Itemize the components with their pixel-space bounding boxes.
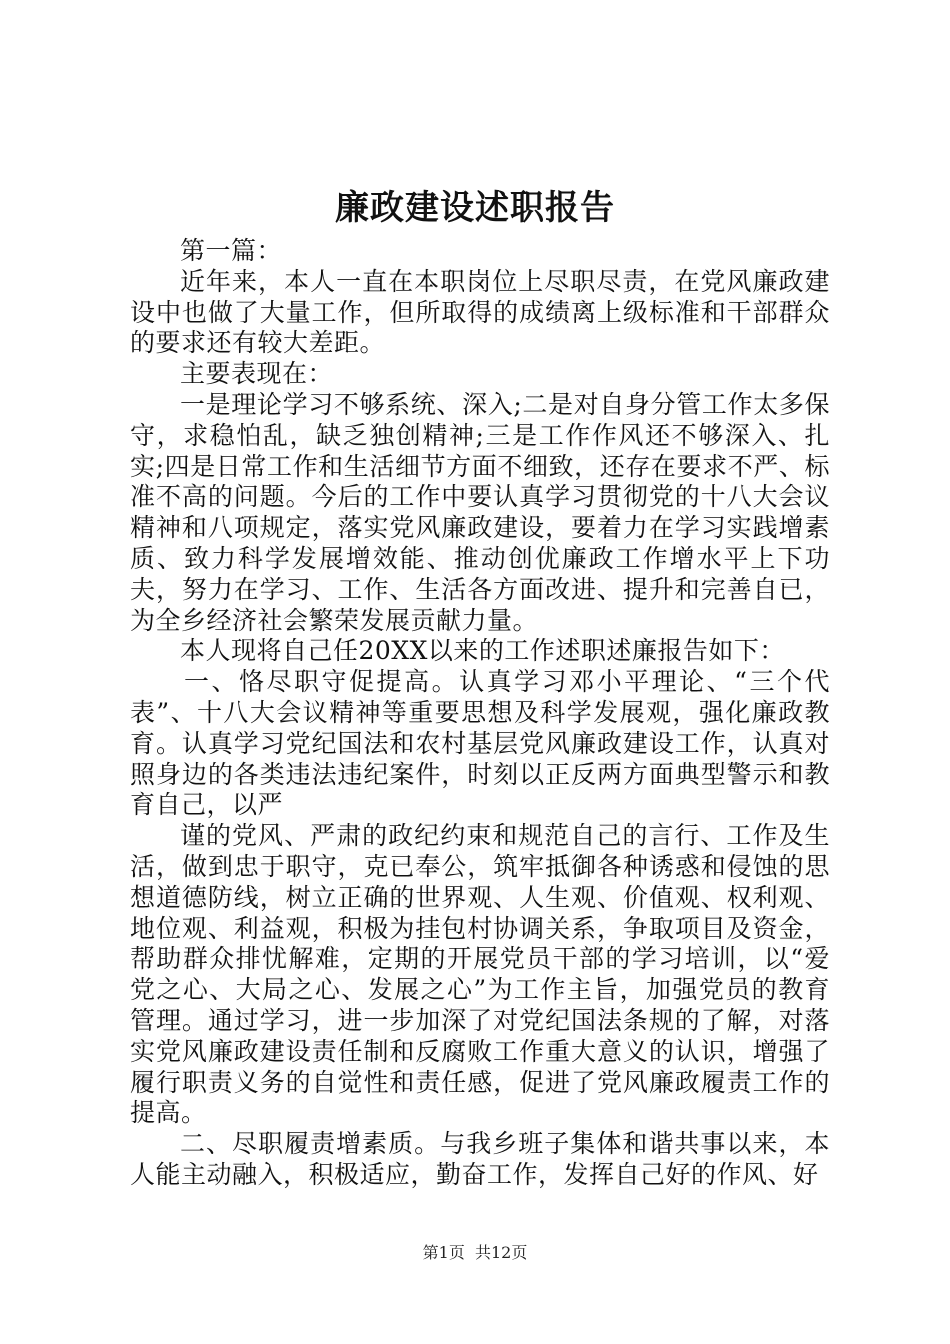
document-title: 廉政建设述职报告 (335, 188, 615, 228)
paragraph-point-one: 一、恪尽职守促提高。认真学习邓小平理论、“三个代表”、十八大会议精神等重要思想及科学发展观，强化廉政教育。认真学习党纪国法和农村基层党风廉政建设工作，认真对照身边的各类违法违纪案件，时刻以正反两方面典型警示和教育自己，以严 (130, 667, 830, 820)
paragraph-main-issues: 一是理论学习不够系统、深入;二是对自身分管工作太多保守，求稳怕乱，缺乏独创精神;三是工作作风还不够深入、扎实;四是日常工作和生活细节方面不细致，还存在要求不严、标准不高的问题。今后的工作中要认真学习贯彻党的十八大会议精神和八项规定，落实党风廉政建设，要着力在学习实践增素质、致力科学发展增效能、推动创优廉政工作增水平上下功夫，努力在学习、工作、生活各方面改进、提升和完善自已，为全乡经济社会繁荣发展贡献力量。 (130, 389, 830, 635)
document-body (130, 236, 830, 1191)
paragraph-report-intro: 本人现将自己任20XX以来的工作述职述廉报告如下： (180, 636, 785, 666)
paragraph-intro: 近年来，本人一直在本职岗位上尽职尽责，在党风廉政建设中也做了大量工作，但所取得的成绩离上级标准和干部群众的要求还有较大差距。 (130, 266, 830, 358)
paragraph-point-two: 二、尽职履责增素质。与我乡班子集体和谐共事以来，本人能主动融入，积极适应，勤奋工作，发挥自己好的作风、好 (130, 1129, 830, 1189)
page-number-label: 第1页 共12页 (422, 1243, 528, 1262)
paragraph-main-issues-heading: 主要表现在： (180, 359, 334, 389)
paragraph-point-one-continued: 谨的党风、严肃的政纪约束和规范自己的言行、工作及生活，做到忠于职守，克已奉公，筑牢抵御各种诱惑和侵蚀的思想道德防线，树立正确的世界观、人生观、价值观、权利观、地位观、利益观，积极为挂包村协调关系，争取项目及资金，帮助群众排忧解难，定期的开展党员干部的学习培训，以“爱党之心、大局之心、发展之心”为工作主旨，加强党员的教育管理。通过学习，进一步加深了对党纪国法条规的了解，对落实党风廉政建设责任制和反腐败工作重大意义的认识，增强了履行职责义务的自觉性和责任感，促进了党风廉政履责工作的提高。 (130, 821, 830, 1128)
paragraph-section-heading: 第一篇： (180, 236, 283, 265)
page-footer (0, 1243, 950, 1263)
